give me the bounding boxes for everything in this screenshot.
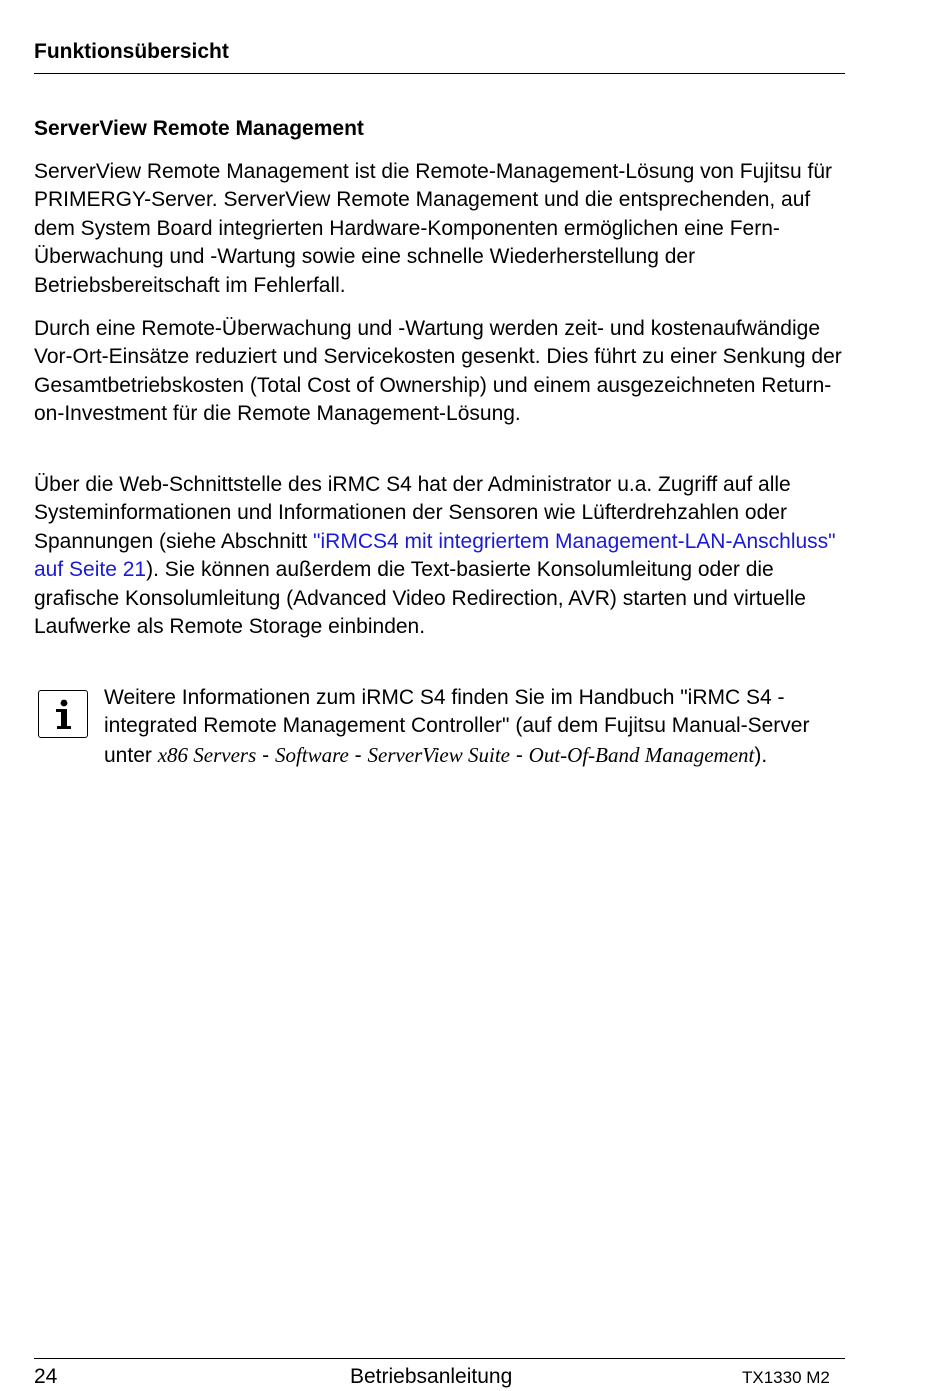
paragraph-web-interface xyxy=(34,471,854,641)
header-rule xyxy=(34,73,845,74)
paragraph-intro: ServerView Remote Management ist die Remote-Management-Lösung von Fujitsu für PRIMERGY-Server. ServerView Remote Management und die entsprechenden, auf dem System Board integrierten Hardware-Komponenten ermöglichen eine Fern-Überwachung und -Wartung sowie eine schnelle Wiederherstellung der Betriebsbereitschaft im Fehlerfall. xyxy=(34,160,832,297)
footer-product: TX1330 M2 xyxy=(742,1368,830,1387)
section-heading: ServerView Remote Management xyxy=(34,117,364,140)
paragraph-benefits: Durch eine Remote-Überwachung und -Wartung werden zeit- und kostenaufwändige Vor-Ort-Einsätze reduziert und Servicekosten gesenkt. Dies führt zu einer Senkung der Gesamtbetriebskosten (Total Cost of Ownership) und einem ausgezeichneten Return-on-Investment für die Remote Management-Lösung. xyxy=(34,317,842,426)
info-icon xyxy=(38,690,88,738)
path-separator: - xyxy=(348,743,368,767)
page-number: 24 xyxy=(34,1365,58,1388)
paragraph-web-interface-text-2: ). Sie können außerdem die Text-basierte Konsolumleitung oder die grafische Konsolumleitung (Advanced Video Redirection, AVR) starten und virtuelle Laufwerke als Remote Storage einbinden. xyxy=(34,558,806,639)
note-text xyxy=(104,684,849,770)
running-header: Funktionsübersicht xyxy=(34,40,229,63)
path-segment-software: Software xyxy=(274,742,349,767)
path-segment-out-of-band-management: Out-Of-Band Management xyxy=(528,742,755,767)
path-separator: - xyxy=(256,743,275,767)
cross-reference-link[interactable]: "iRMCS4 mit integriertem Management-LAN-Anschluss" auf Seite 21 xyxy=(34,529,836,582)
footer-rule xyxy=(34,1358,845,1359)
footer-document-type: Betriebsanleitung xyxy=(350,1365,513,1388)
note-text-intro: Weitere Informationen zum iRMC S4 finden Sie im Handbuch "iRMC S4 - integrated Remote Management Controller" (auf dem Fujitsu Manual-Server unter xyxy=(104,686,810,767)
path-segment-serverview-suite: ServerView Suite xyxy=(367,742,510,767)
path-segment-x86-servers: x86 Servers xyxy=(157,742,257,767)
note-text-end: ). xyxy=(754,743,768,767)
path-separator: - xyxy=(509,743,529,767)
paragraph-web-interface-text-1: Über die Web-Schnittstelle des iRMC S4 hat der Administrator u.a. Zugriff auf alle Systeminformationen und Informationen der Sensoren wie Lüfterdrehzahlen oder Spannungen (siehe Abschnitt xyxy=(34,473,791,553)
